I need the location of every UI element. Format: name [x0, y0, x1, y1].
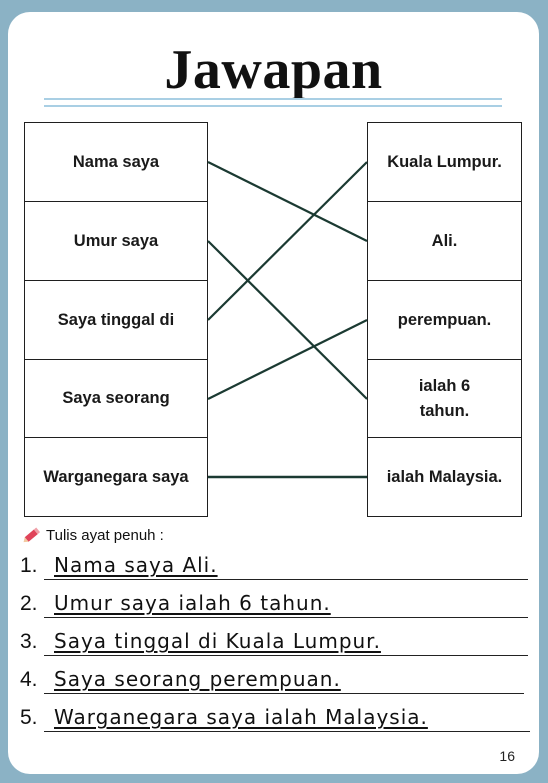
right-label: ialah Malaysia.	[386, 467, 503, 486]
writing-rule	[44, 731, 530, 732]
right-label: perempuan.	[397, 310, 492, 329]
writing-rule	[44, 693, 524, 694]
left-label: Warganegara saya	[43, 467, 189, 486]
answer-number: 1.	[20, 554, 38, 577]
pencil-icon	[22, 526, 42, 544]
left-label: Umur saya	[73, 231, 159, 250]
match-lines	[8, 12, 539, 532]
match-line-2	[208, 241, 367, 399]
answer-line-2	[20, 588, 530, 618]
answer-line-1	[20, 550, 530, 580]
left-label: Saya tinggal di	[57, 310, 175, 329]
answer-line-3	[20, 626, 530, 656]
instruction	[22, 526, 164, 544]
answer-number: 3.	[20, 630, 38, 653]
worksheet-card	[8, 12, 539, 774]
answer-text: Saya seorang perempuan.	[54, 667, 341, 691]
match-line-3	[208, 162, 367, 320]
writing-rule	[44, 579, 528, 580]
match-line-4	[208, 320, 367, 399]
answer-text: Warganegara saya ialah Malaysia.	[54, 705, 428, 729]
answer-text: Saya tinggal di Kuala Lumpur.	[54, 629, 381, 653]
right-label: Ali.	[431, 231, 458, 250]
answer-number: 2.	[20, 592, 38, 615]
page-number: 16	[499, 748, 515, 764]
answer-text: Nama saya Ali.	[54, 553, 218, 577]
answer-line-5	[20, 702, 530, 732]
writing-rule	[44, 655, 528, 656]
right-label: Kuala Lumpur.	[387, 152, 502, 171]
answer-number: 5.	[20, 706, 38, 729]
page-title: Jawapan	[164, 39, 383, 101]
instruction-text: Tulis ayat penuh :	[46, 526, 164, 544]
left-label: Saya seorang	[62, 389, 170, 407]
answer-line-4	[20, 664, 530, 694]
answer-text: Umur saya ialah 6 tahun.	[54, 591, 331, 615]
match-line-1	[208, 162, 367, 241]
writing-rule	[44, 617, 528, 618]
left-label: Nama saya	[72, 152, 160, 171]
answer-number: 4.	[20, 668, 38, 691]
right-label: ialah 6 tahun.	[418, 376, 471, 420]
